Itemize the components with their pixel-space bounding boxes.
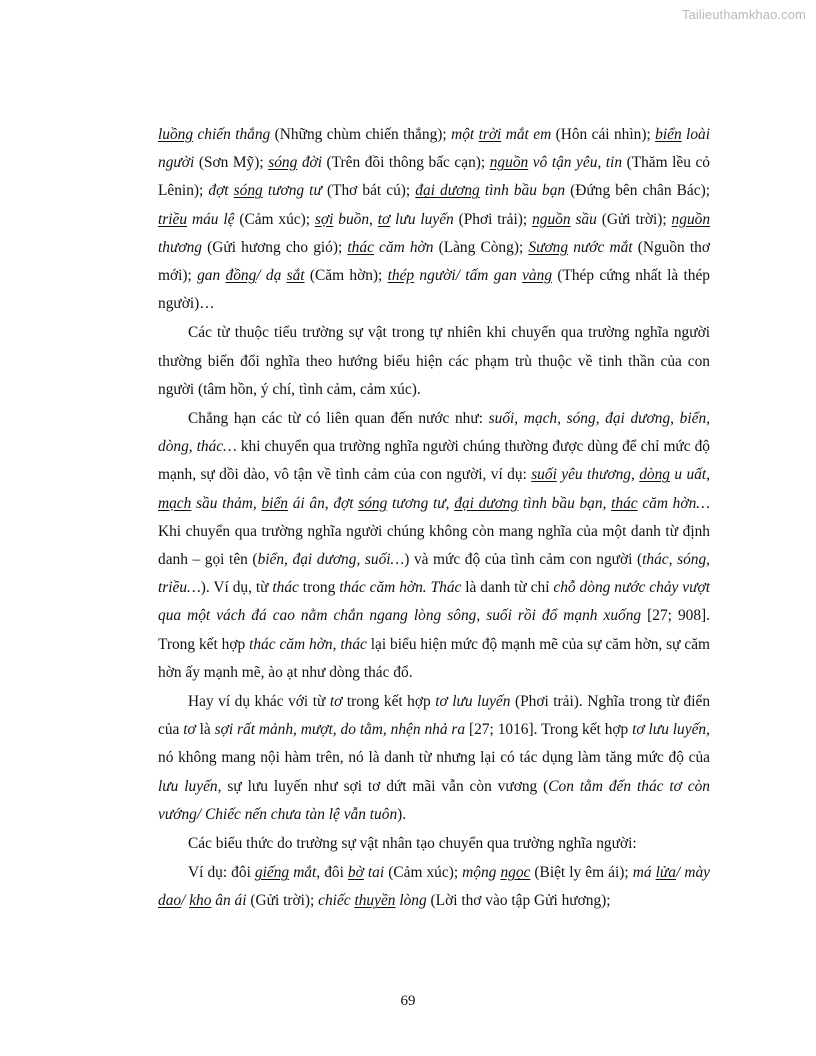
text-run: Ví dụ: đôi xyxy=(188,864,255,882)
text-run: ) và mức độ của tình cảm con người ( xyxy=(404,551,643,569)
paragraph-5 xyxy=(158,830,710,858)
text-run: Hay ví dụ khác với từ xyxy=(188,693,330,711)
text-run: sóng xyxy=(268,154,298,172)
text-run: là xyxy=(195,721,215,739)
text-run: (Biệt ly êm ái); xyxy=(530,864,633,882)
text-run: tai xyxy=(363,864,385,882)
text-run: triều xyxy=(158,210,188,228)
text-run: giếng xyxy=(254,864,290,882)
text-run: chỗ dòng nước chảy vượt qua một vách đá cao nằm chắn ngang lòng sông, suối rồi đổ mạnh xuống xyxy=(158,579,710,625)
text-run: là danh từ chỉ xyxy=(461,579,554,597)
text-run: thác xyxy=(347,238,374,256)
text-run: nguồn xyxy=(671,210,711,228)
text-run: vô tận yêu, tin xyxy=(528,154,623,172)
text-run: / dạ xyxy=(256,267,287,285)
text-run: căm hờn xyxy=(373,238,434,256)
text-run: ). Ví dụ, từ xyxy=(200,579,273,597)
text-run: Con tằm đến thác tơ còn vướng/ Chiếc nến chưa tàn lệ vẫn tuôn xyxy=(158,777,710,823)
text-run: trong xyxy=(298,579,340,597)
text-run: đợt xyxy=(208,182,234,200)
text-run: thác căm hờn. Thác xyxy=(339,579,462,597)
text-run: , nó không mang nội hàm trên, nó là danh từ nhưng lại có tác dụng làm tăng mức độ của xyxy=(158,721,710,767)
text-run: loài người xyxy=(158,126,710,172)
text-run: / mày xyxy=(675,864,710,882)
text-run: căm hờn… xyxy=(637,494,710,512)
text-run: , xyxy=(324,494,334,512)
text-run: chiếc xyxy=(318,892,355,910)
text-run: sóng xyxy=(358,494,388,512)
text-run: lưu luyến xyxy=(158,777,218,795)
text-run: (Thép cứng nhất là thép người)… xyxy=(158,267,710,313)
text-run: yêu thương, xyxy=(556,466,640,484)
text-run: mộng xyxy=(462,864,501,882)
page-number: 69 xyxy=(400,993,416,1009)
text-run: (Căm hờn); xyxy=(304,267,388,285)
text-run: tơ lưu luyến xyxy=(435,693,511,711)
text-run: suối, mạch, sóng, đại dương, biển, dòng, thác… xyxy=(158,410,710,456)
paragraph-1 xyxy=(158,121,710,318)
text-run: sóng xyxy=(233,182,263,200)
text-run: nguồn xyxy=(532,210,571,228)
text-run: kho xyxy=(189,892,212,910)
text-run: tình bầu bạn, xyxy=(518,494,612,512)
text-run: [27; 1016]. Trong kết hợp xyxy=(465,721,633,739)
text-run: (Hôn cái nhìn); xyxy=(551,126,656,143)
text-run: ân ái xyxy=(211,892,247,910)
text-run: mạch xyxy=(158,494,192,512)
text-run: thác căm hờn xyxy=(249,635,333,653)
text-run: biển xyxy=(261,494,288,512)
text-run: trời xyxy=(478,126,502,143)
text-run: Chẳng hạn các từ có liên quan đến nước như: xyxy=(188,410,489,428)
paragraph-6 xyxy=(158,859,710,915)
text-run: đại dương xyxy=(415,182,480,200)
text-run: (Thơ bát cú); xyxy=(321,182,416,200)
text-run: tương tư, xyxy=(387,494,455,512)
text-run: trong kết hợp xyxy=(342,693,436,711)
text-run: (Cảm xúc); xyxy=(234,210,315,228)
text-run: (Lời thơ vào tập Gửi hương); xyxy=(426,892,611,910)
paragraph-4 xyxy=(158,688,710,829)
text-run: Sương xyxy=(528,238,569,256)
text-run: sợi rất mảnh, mượt, do tằm, nhện nhả ra xyxy=(214,721,466,739)
text-run: sợi xyxy=(314,210,334,228)
text-run: (Sơn Mỹ); xyxy=(194,154,269,172)
text-run: (Đứng bên chân Bác); xyxy=(565,182,710,200)
text-run: thác xyxy=(272,579,299,597)
text-run: [27; 908]. Trong kết hợp xyxy=(158,607,710,653)
text-run: thuyền xyxy=(354,892,396,910)
text-run: bờ xyxy=(347,864,364,882)
text-run: gan xyxy=(197,267,226,285)
text-run: má xyxy=(632,864,656,882)
text-run: (Gửi trời); xyxy=(596,210,672,228)
text-run: Các biểu thức do trường sự vật nhân tạo chuyển qua trường nghĩa người: xyxy=(188,835,637,853)
watermark: Tailieuthamkhao.com xyxy=(681,7,806,22)
text-run: tình bầu bạn xyxy=(479,182,566,200)
text-run: tương tư xyxy=(262,182,322,200)
text-run: lửa xyxy=(655,864,676,882)
text-run: thép xyxy=(387,267,415,285)
text-run: lòng xyxy=(395,892,427,910)
text-run: đồng xyxy=(225,267,257,285)
text-run: đợt xyxy=(333,494,359,512)
text-run: , đôi xyxy=(316,864,348,882)
text-run: đại dương xyxy=(454,494,519,512)
text-run: ái ân xyxy=(287,494,325,512)
text-run: luồng xyxy=(158,126,194,143)
text-run: Khi chuyển qua trường nghĩa người chúng không còn mang nghĩa của một danh từ định danh – gọi tên ( xyxy=(158,522,710,569)
text-run: ngọc xyxy=(500,864,531,882)
text-run: (Làng Còng); xyxy=(433,238,529,256)
text-run: suối xyxy=(531,466,557,484)
text-run: thương xyxy=(158,238,202,256)
text-run: (Phơi trải). Nghĩa trong từ điển của xyxy=(158,693,711,739)
text-run: dao xyxy=(158,892,182,910)
text-run: (Gửi hương cho gió); xyxy=(201,238,348,256)
text-run: , sự lưu luyến như sợi tơ dứt mãi vẫn còn vương ( xyxy=(217,777,549,795)
text-run: tơ xyxy=(377,210,391,228)
text-run: lại biểu hiện mức độ mạnh mẽ của sự căm hờn, sự căm hờn ấy mạnh mẽ, ào ạt như dòng thác đổ. xyxy=(158,635,710,681)
text-run: thác, sóng, triều… xyxy=(158,551,710,597)
text-run: (Gửi trời); xyxy=(246,892,319,910)
text-run: đời xyxy=(297,154,323,172)
text-run: một xyxy=(451,126,479,143)
text-run: thác xyxy=(340,635,367,653)
text-run: Các từ thuộc tiểu trường sự vật trong tự nhiên khi chuyển qua trường nghĩa người thường biến đổi nghĩa theo hướng biểu hiện các phạm trù thuộc về tinh thần của con người (tâm hồn, ý chí, tình cảm, cảm xúc). xyxy=(158,324,710,398)
text-run: nước mắt xyxy=(568,238,633,256)
text-run: máu lệ xyxy=(187,210,235,228)
text-run: tơ xyxy=(183,721,196,739)
text-run: sầu thảm, xyxy=(191,494,262,512)
text-run: dòng xyxy=(639,466,670,484)
text-run: sầu xyxy=(570,210,597,228)
text-run: mắt em xyxy=(501,126,552,143)
text-run: thác xyxy=(611,494,638,512)
text-run: (Trên đồi thông bấc cạn); xyxy=(322,154,490,172)
text-run: (Nguồn thơ mới); xyxy=(158,238,711,285)
text-run: khi chuyển qua trường nghĩa người chúng thường được dùng để chỉ mức độ mạnh, sự dồi dào, vô tận về tình cảm của con người, ví dụ: xyxy=(158,438,710,484)
text-run: u uất, xyxy=(670,466,711,484)
text-run: (Cảm xúc); xyxy=(384,864,463,882)
text-run: nguồn xyxy=(489,154,529,172)
text-run: người/ tấm gan xyxy=(414,267,523,285)
text-run: ). xyxy=(397,805,407,823)
text-run: , xyxy=(332,635,341,653)
text-run: biển xyxy=(655,126,682,143)
text-run: lưu luyến xyxy=(390,210,454,228)
text-run: tơ xyxy=(329,693,343,711)
text-run: biển, đại dương, suối… xyxy=(257,551,405,569)
text-run: (Thăm lều cỏ Lênin); xyxy=(158,154,710,200)
text-run: (Phơi trải); xyxy=(453,210,533,228)
text-run: buồn, xyxy=(333,210,378,228)
text-run: vàng xyxy=(522,267,553,285)
text-run: mắt xyxy=(289,864,317,882)
text-run: (Những chùm chiến thắng); xyxy=(270,126,452,143)
page-body xyxy=(158,121,710,917)
paragraph-2 xyxy=(158,319,710,404)
paragraph-3 xyxy=(158,405,710,687)
text-run: tơ lưu luyến xyxy=(632,721,707,739)
text-run: sắt xyxy=(286,267,305,285)
text-run: / xyxy=(181,892,190,910)
text-run: chiến thắng xyxy=(193,126,271,143)
